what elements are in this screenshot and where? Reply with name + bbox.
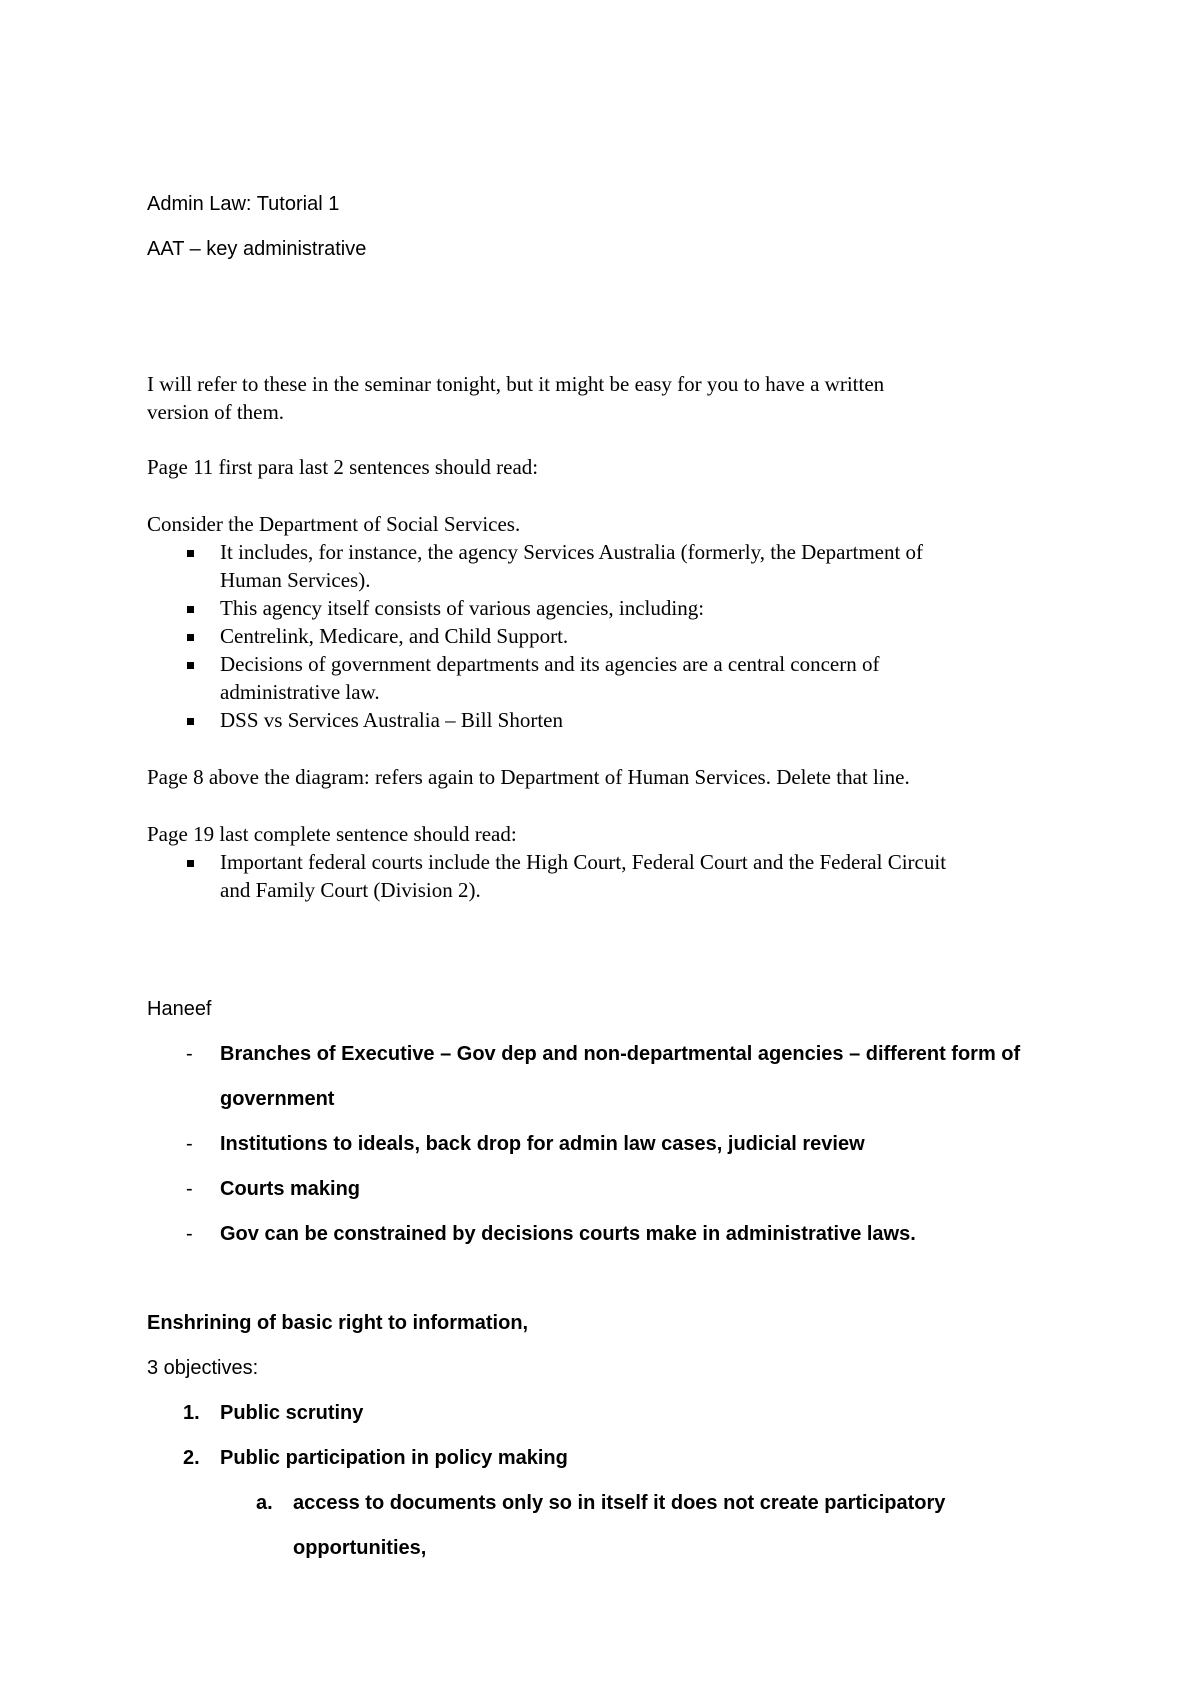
list-item-text: Public scrutiny (220, 1402, 364, 1424)
list-number: 1. (183, 1402, 200, 1424)
list-item-line-1: Gov can be constrained by decisions courts make in administrative laws. (220, 1223, 916, 1245)
enshrining-heading: Enshrining of basic right to information, (147, 1312, 529, 1334)
list-item-line-1: Centrelink, Medicare, and Child Support. (220, 624, 569, 648)
list-item-line-2: Human Services). (220, 568, 371, 592)
haneef-heading: Haneef (147, 998, 212, 1020)
square-bullet-icon (187, 860, 194, 867)
list-item-line-1: This agency itself consists of various agencies, including: (220, 596, 705, 620)
sub-list-item-line-2: opportunities, (293, 1537, 427, 1559)
square-bullet-icon (187, 718, 194, 725)
list-number: 2. (183, 1447, 200, 1469)
square-bullet-icon (187, 550, 194, 557)
list-item-line-2: administrative law. (220, 680, 380, 704)
consider-line: Consider the Department of Social Services. (147, 512, 521, 536)
sub-list-item-line-1: access to documents only so in itself it does not create participatory (293, 1492, 946, 1514)
page11-note: Page 11 first para last 2 sentences should read: (147, 455, 539, 479)
page19-note: Page 19 last complete sentence should read: (147, 822, 517, 846)
page8-note: Page 8 above the diagram: refers again to Department of Human Services. Delete that line. (147, 765, 910, 789)
document-subtitle: AAT – key administrative (147, 238, 367, 260)
dash-marker: - (186, 1133, 193, 1155)
list-item-line-2: government (220, 1088, 335, 1110)
intro-paragraph-line-2: version of them. (147, 400, 285, 424)
list-item-line-1: Institutions to ideals, back drop for admin law cases, judicial review (220, 1133, 865, 1155)
square-bullet-icon (187, 662, 194, 669)
list-item-line-1: Important federal courts include the High Court, Federal Court and the Federal Circuit (220, 850, 947, 874)
sub-list-letter: a. (256, 1492, 273, 1514)
list-item-line-1: Courts making (220, 1178, 361, 1200)
square-bullet-icon (187, 634, 194, 641)
dash-marker: - (186, 1178, 193, 1200)
list-item-line-1: DSS vs Services Australia – Bill Shorten (220, 708, 563, 732)
document-title: Admin Law: Tutorial 1 (147, 193, 340, 215)
list-item-text: Public participation in policy making (220, 1447, 568, 1469)
list-item-line-1: Decisions of government departments and its agencies are a central concern of (220, 652, 880, 676)
objectives-heading: 3 objectives: (147, 1357, 259, 1379)
list-item-line-1: It includes, for instance, the agency Services Australia (formerly, the Department of (220, 540, 924, 564)
dash-marker: - (186, 1223, 193, 1245)
dash-marker: - (186, 1043, 193, 1065)
list-item-line-2: and Family Court (Division 2). (220, 878, 481, 902)
list-item-line-1: Branches of Executive – Gov dep and non-departmental agencies – different form of (220, 1043, 1021, 1065)
square-bullet-icon (187, 606, 194, 613)
intro-paragraph-line-1: I will refer to these in the seminar tonight, but it might be easy for you to have a written (147, 372, 885, 396)
